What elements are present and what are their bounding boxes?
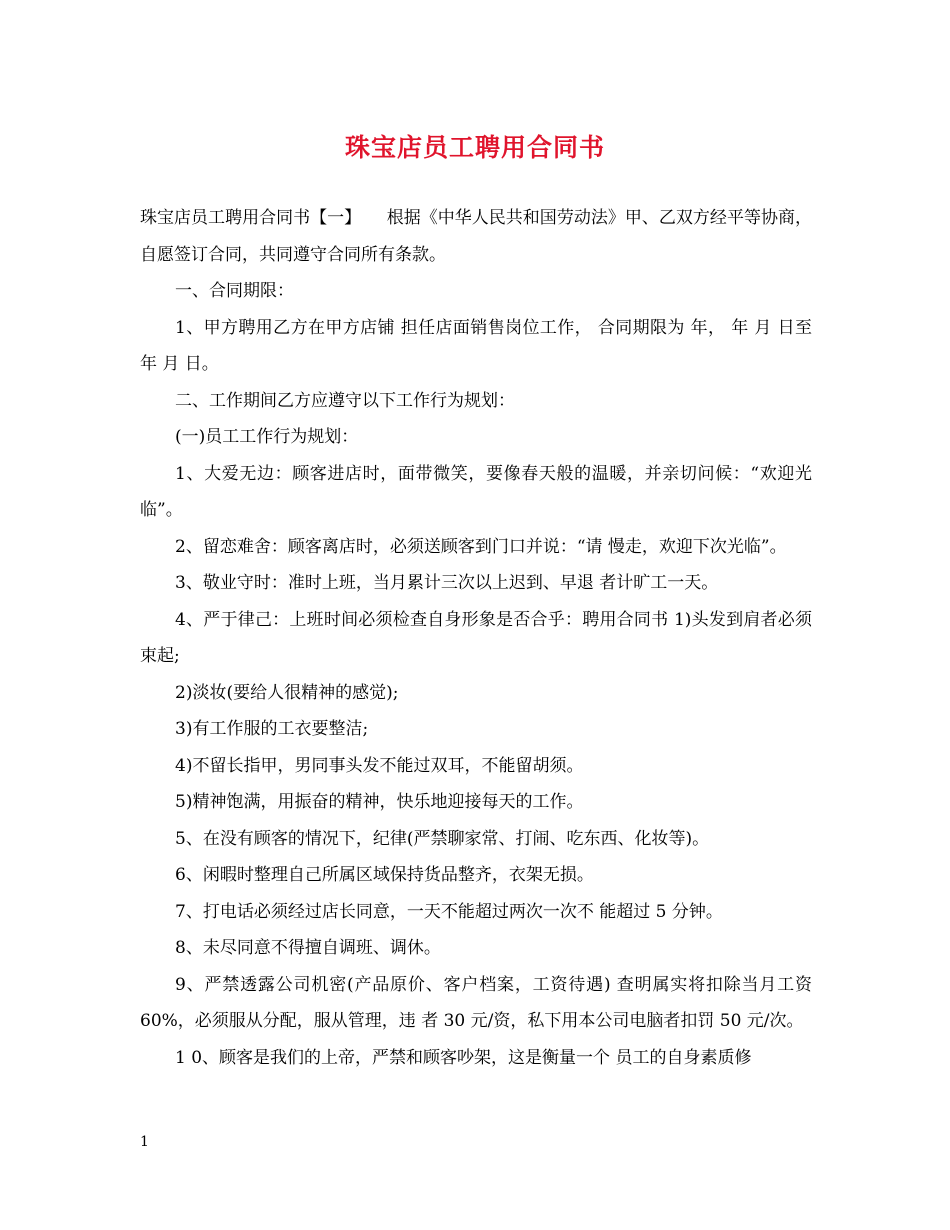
section-heading-term: 一、合同期限： (175, 281, 294, 301)
rule-item-7: 7、打电话必须经过店长同意，一天不能超过两次一次不 能超过 5 分钟。 (175, 901, 723, 922)
rule-item-4: 4、严于律己：上班时间必须检查自身形象是否合乎：聘用合同书 1)头发到肩者必须束起; (140, 609, 812, 666)
rule-item-1: 1、大爱无边：顾客进店时，面带微笑，要像春天般的温暖，并亲切问候：“欢迎光临”。 (140, 463, 812, 520)
paragraph-term-clause: 1、甲方聘用乙方在甲方店铺 担任店面销售岗位工作， 合同期限为 年， 年 月 日至 年 月 日。 (140, 317, 812, 374)
paragraph-intro: 珠宝店员工聘用合同书【一】 根据《中华人民共和国劳动法》甲、乙双方经平等协商，自愿签订合同，共同遵守合同所有条款。 (140, 208, 812, 265)
section-heading-conduct: 二、工作期间乙方应遵守以下工作行为规划： (175, 390, 515, 411)
document-body (140, 200, 812, 1076)
rule-item-10: 1 0、顾客是我们的上帝，严禁和顾客吵架，这是衡量一个 员工的自身素质修 (175, 1047, 752, 1068)
sub-item-3: 3)有工作服的工衣要整洁; (175, 719, 369, 739)
page-number: 1 (140, 1134, 149, 1150)
rule-item-2: 2、留恋难舍：顾客离店时，必须送顾客到门口并说：“请 慢走，欢迎下次光临”。 (175, 536, 787, 557)
document-title: 珠宝店员工聘用合同书 (344, 133, 605, 162)
rule-item-5: 5、在没有顾客的情况下，纪律(严禁聊家常、打闹、吃东西、化妆等)。 (175, 828, 710, 849)
rule-item-8: 8、未尽同意不得擅自调班、调休。 (175, 938, 441, 958)
rule-item-9: 9、严禁透露公司机密(产品原价、客户档案，工资待遇) 查明属实将扣除当月工资 60%，必须服从分配，服从管理，违 者 30 元/资，私下用本公司电脑者扣罚 50 元/次。 (140, 974, 812, 1031)
sub-item-4: 4)不留长指甲，男同事头发不能过双耳，不能留胡须。 (175, 755, 584, 776)
rule-item-6: 6、闲暇时整理自己所属区域保持货品整齐，衣架无损。 (175, 865, 594, 885)
rule-item-3: 3、敬业守时：准时上班，当月累计三次以上迟到、早退 者计旷工一天。 (175, 573, 719, 593)
sub-item-2: 2)淡妆(要给人很精神的感觉); (175, 682, 399, 703)
sub-item-5: 5)精神饱满，用振奋的精神，快乐地迎接每天的工作。 (175, 792, 584, 812)
subsection-heading-staff-conduct: (一)员工工作行为规划： (175, 427, 359, 447)
